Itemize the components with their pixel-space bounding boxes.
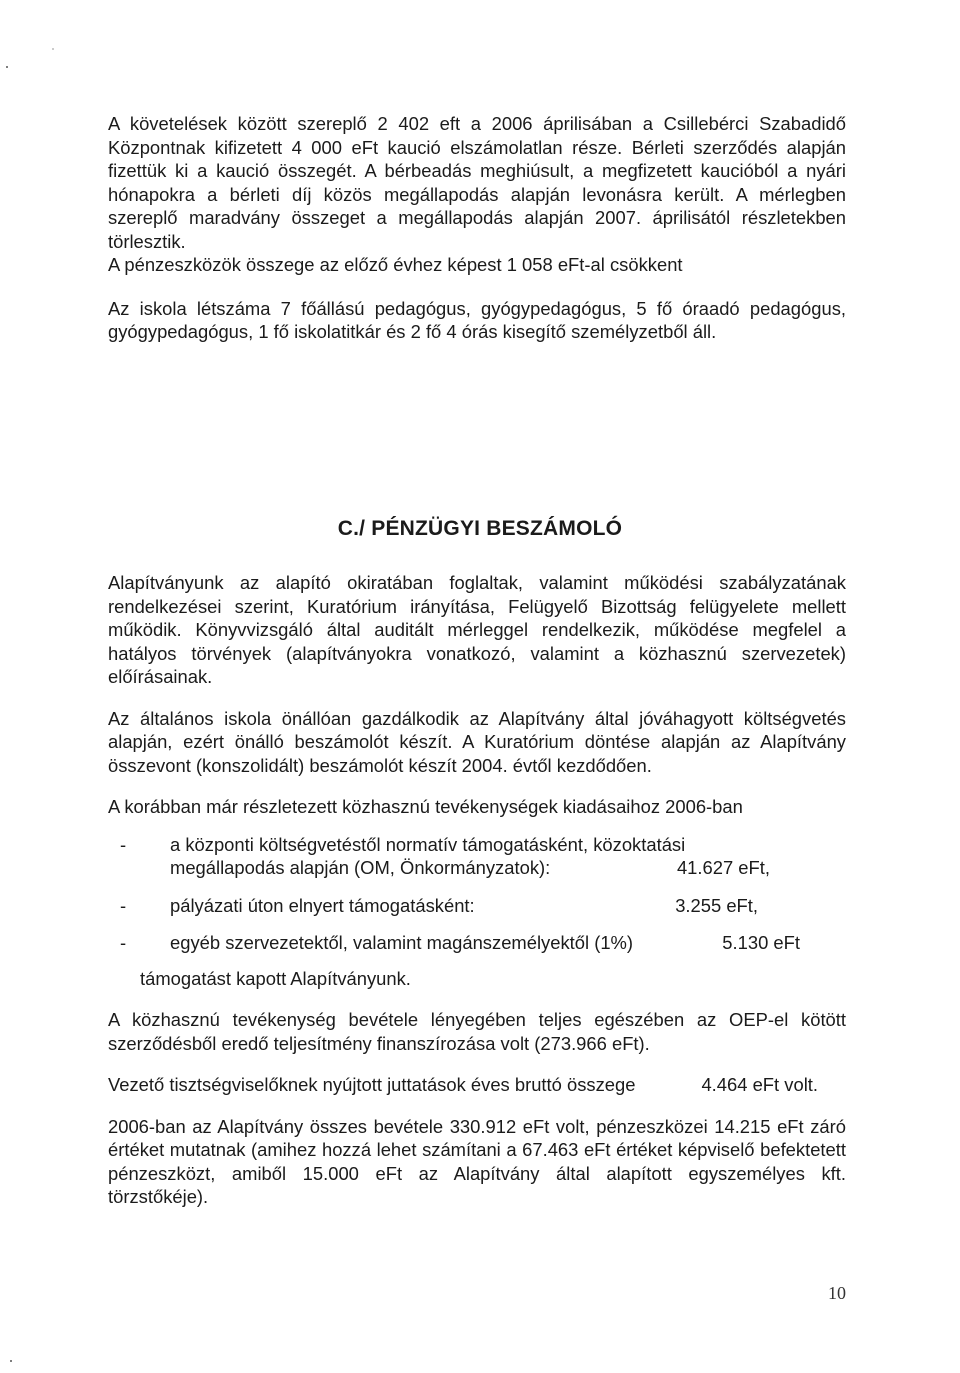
paragraph-alapitvany: Alapítványunk az alapító okiratában foglaltak, valamint működési szabályzatának rendelkezései szerint, Kuratórium irányítása, Felügyelő Bizottság felügyelete mellett működik. Könyvvizsgáló által auditált mérleggel rendelkezik, működése megfelel a hatályos törvények (alapítványokra vonatkozó, valamint a közhasznú szervezetek) előírásainak.	[108, 572, 846, 687]
paragraph-kaucio: A követelések között szereplő 2 402 eft a 2006 áprilisában a Csillebérci Szabadidő Központnak kifizetett 4 000 eFt kaució elszámolatlan része. Bérleti szerződés alapján fizettük ki a kaució összegét. A bérbeadás meghiúsult, a megfizetett kaucióból a nyári hónapokra a bérleti díj közös megállapodás alapján levonásra került. A mérlegben szereplő maradvány összeget a megállapodás alapján 2007. áprilisától részletekben törlesztik.	[108, 113, 846, 252]
list-item-text: egyéb szervezetektől, valamint magánszemélyektől (1%)	[170, 932, 634, 953]
list-item	[108, 833, 846, 880]
list-item	[108, 931, 846, 955]
list-item-text: pályázati úton elnyert támogatásként:	[170, 894, 475, 916]
support-list	[108, 833, 846, 955]
top-section	[108, 112, 846, 344]
juttatasok-amount: 4.464 eFt volt.	[701, 1074, 818, 1095]
paragraph-gazdalkodas: Az általános iskola önállóan gazdálkodik az Alapítvány által jóváhagyott költségvetés alapján, ezért önálló beszámolót készít. A Kuratórium döntése alapján az Alapítvány összevont (konszolidált) beszámolót készít 2004. évtől kezdődően.	[108, 707, 846, 776]
paragraph-osszes-bevetel: 2006-ban az Alapítvány összes bevétele 330.912 eFt volt, pénzeszközei 14.215 eFt záró értéket mutatnak (amihez hozzá lehet számítani a 67.463 eFt értéket képviselő befektetett pénzeszközt, amiből 15.000 eFt az Alapítvány által alapított egyszemélyes kft. törzstőkéje).	[108, 1115, 846, 1207]
paragraph-juttatasok	[108, 1073, 818, 1097]
list-item-amount: 41.627 eFt,	[676, 857, 770, 878]
list-dash: -	[120, 833, 127, 855]
list-item-amount: 3.255 eFt,	[675, 894, 758, 916]
list-dash: -	[120, 932, 127, 953]
paragraph-letszam: Az iskola létszáma 7 főállású pedagógus, gyógypedagógus, 5 fő óraadó pedagógus, gyógypedagógus, 1 fő iskolatitkár és 2 fő 4 órás kisegítő személyzetből áll.	[108, 297, 846, 342]
section-heading: C./ PÉNZÜGYI BESZÁMOLÓ	[337, 517, 623, 540]
juttatasok-text: Vezető tisztségviselőknek nyújtott juttatások éves bruttó összege	[108, 1074, 636, 1095]
list-item-amount: 5.130 eFt	[722, 932, 800, 953]
page-number: 10	[828, 1283, 846, 1303]
list-item-text: megállapodás alapján (OM, Önkormányzatok):	[170, 857, 551, 878]
paragraph-kiadasok: A korábban már részletezett közhasznú tevékenységek kiadásaihoz 2006-ban	[108, 796, 743, 817]
paragraph-bevetel: A közhasznú tevékenység bevétele lényegében teljes egészében az OEP-el kötött szerződésből eredő teljesítmény finanszírozása volt (273.966 eFt).	[108, 1009, 846, 1054]
list-item-text: a központi költségvetéstől normatív támogatásként, közoktatási	[170, 833, 686, 855]
paragraph-tamogatas: támogatást kapott Alapítványunk.	[140, 967, 411, 989]
scan-speck	[52, 48, 54, 50]
paragraph-penzeszkozok: A pénzeszközök összege az előző évhez képest 1 058 eFt-al csökkent	[108, 254, 683, 275]
scan-speck	[10, 1360, 12, 1362]
financial-report-section	[108, 571, 846, 1209]
scan-speck	[6, 66, 8, 68]
list-dash: -	[120, 894, 127, 916]
list-item	[108, 894, 846, 918]
